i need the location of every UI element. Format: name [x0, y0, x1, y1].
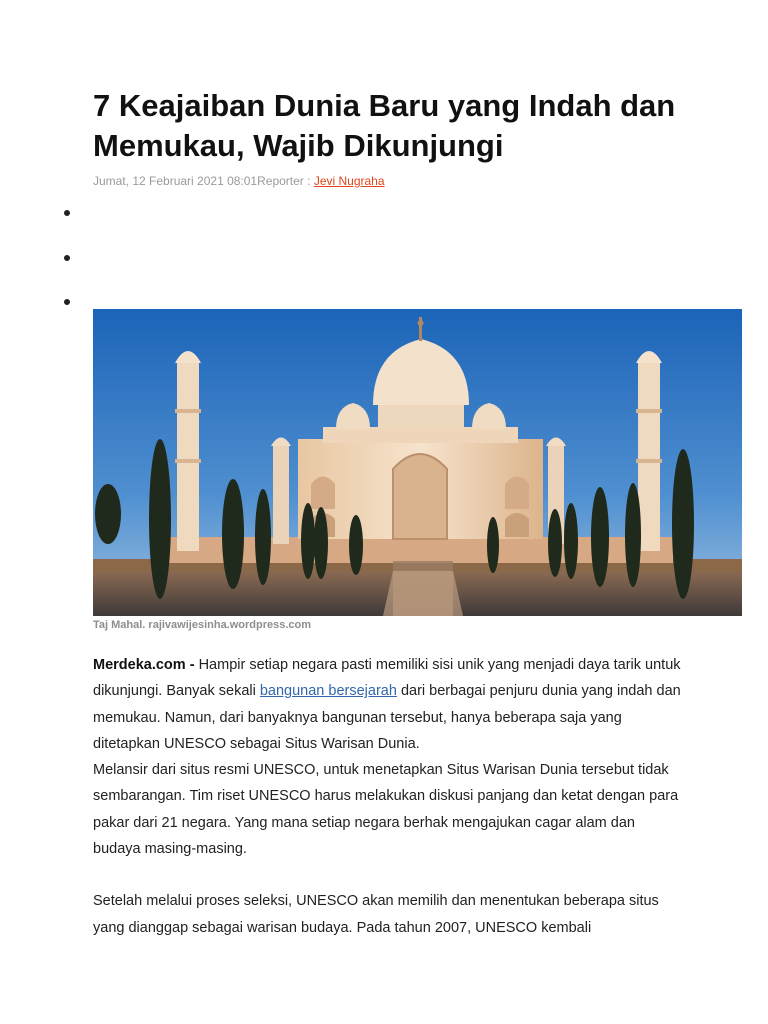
taj-mahal-photo [93, 309, 742, 616]
image-caption: Taj Mahal. rajivawijesinha.wordpress.com [93, 619, 312, 631]
article-title: 7 Keajaiban Dunia Baru yang Indah dan Memukau, Wajib Dikunjungi [93, 88, 676, 163]
paragraph-unesco: Melansir dari situs resmi UNESCO, untuk menetapkan Situs Warisan Dunia tersebut tidak sembarangan. Tim riset UNESCO harus melakukan diskusi panjang dan ketat dengan para pakar dari 21 negara. Yang mana setiap negara berhak mengajukan cagar alam dan budaya masing-masing. [93, 762, 679, 858]
paragraph-intro-text-end: dari berbagai penjuru dunia yang indah dan memukau. Namun, dari banyaknya bangunan tersebut, hanya beberapa saja yang ditetapkan UNESCO sebagai Situs Warisan Dunia. [93, 683, 681, 752]
article-body [93, 652, 683, 941]
source-label: Merdeka.com - [93, 657, 199, 673]
paragraph-intro-text: Hampir setiap negara pasti memiliki sisi unik yang menjadi daya tarik untuk dikunjungi. Banyak sekali [93, 657, 681, 700]
paragraph-selection: Setelah melalui proses seleksi, UNESCO akan memilih dan menentukan beberapa situs yang dianggap sebagai warisan budaya. Pada tahun 2007, UNESCO kembali [93, 893, 659, 936]
article-date: Jumat, 12 Februari 2021 08:01 [93, 174, 258, 188]
reporter-label: Reporter : [257, 174, 314, 188]
reporter-link[interactable]: Jevi Nugraha [313, 174, 385, 188]
bullet-dot-icon [64, 210, 70, 216]
bullet-dot-icon [64, 299, 70, 305]
paragraph-intro [93, 652, 683, 757]
article-meta [93, 174, 385, 188]
bullet-dot-icon [64, 255, 70, 261]
bangunan-bersejarah-link[interactable]: bangunan bersejarah [259, 683, 397, 700]
